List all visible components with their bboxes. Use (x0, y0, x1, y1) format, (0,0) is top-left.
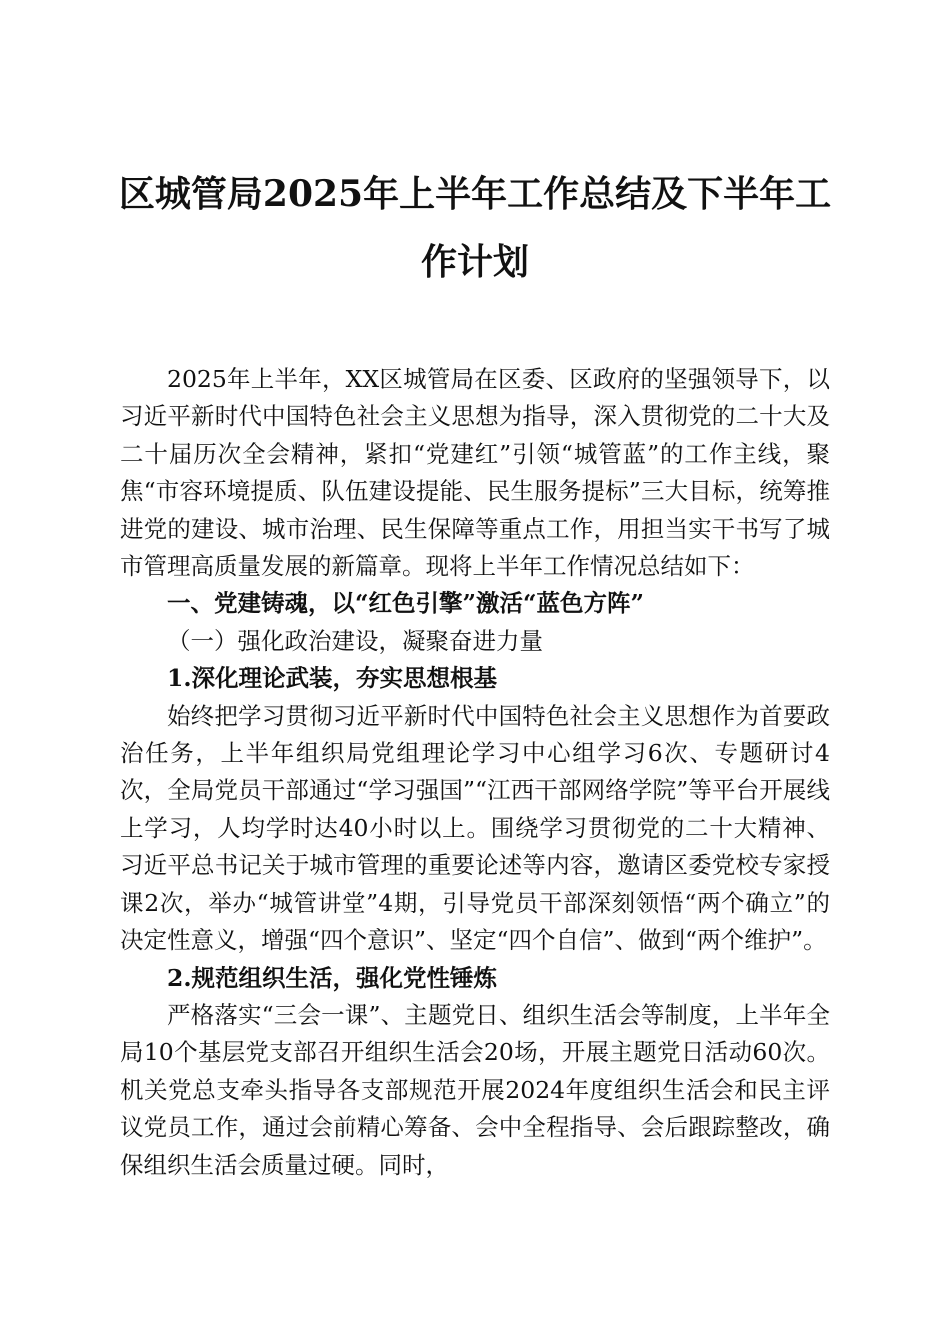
document-body (120, 361, 830, 1184)
section-1-heading: 一、党建铸魂，以“红色引擎”激活“蓝色方阵” (167, 589, 645, 618)
item-1-heading: 1.深化理论武装，夯实思想根基 (167, 664, 498, 693)
document-title-line-2: 作计划 (420, 241, 529, 283)
section-1-subheading: （一）强化政治建设，凝聚奋进力量 (167, 626, 543, 655)
intro-paragraph: 2025年上半年，XX区城管局在区委、区政府的坚强领导下，以习近平新时代中国特色社会主义思想为指导，深入贯彻党的二十大及二十届历次全会精神，紧扣“党建红”引领“城管蓝”的工作主线，聚焦“市容环境提质、队伍建设提能、民生服务提标”三大目标，统筹推进党的建设、城市治理、民生保障等重点工作，用担当实干书写了城市管理高质量发展的新篇章。现将上半年工作情况总结如下： (120, 365, 830, 581)
document-title-line-1: 区城管局2025年上半年工作总结及下半年工 (118, 173, 832, 215)
item-2-heading: 2.规范组织生活，强化党性锤炼 (167, 963, 498, 992)
item-1-paragraph: 始终把学习贯彻习近平新时代中国特色社会主义思想作为首要政治任务，上半年组织局党组理论学习中心组学习6次、专题研讨4次，全局党员干部通过“学习强国”“江西干部网络学院”等平台开展线上学习，人均学时达40小时以上。围绕学习贯彻党的二十大精神、习近平总书记关于城市管理的重要论述等内容，邀请区委党校专家授课2次，举办“城管讲堂”4期，引导党员干部深刻领悟“两个确立”的决定性意义，增强“四个意识”、坚定“四个自信”、做到“两个维护”。 (120, 701, 830, 955)
item-2-paragraph: 严格落实“三会一课”、主题党日、组织生活会等制度，上半年全局10个基层党支部召开组织生活会20场，开展主题党日活动60次。机关党总支牵头指导各支部规范开展2024年度组织生活会和民主评议党员工作，通过会前精心筹备、会中全程指导、会后跟踪整改，确保组织生活会质量过硬。同时， (120, 1000, 830, 1179)
